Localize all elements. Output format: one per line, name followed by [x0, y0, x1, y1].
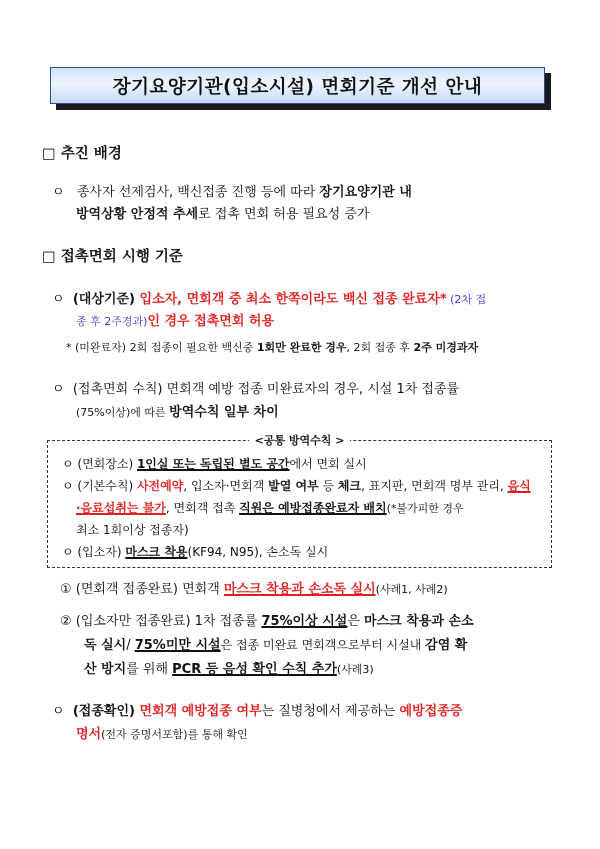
case2-bold3: 독 실시 — [84, 638, 127, 653]
bullet-text-1b: 장기요양기관 내 — [319, 185, 412, 200]
bullet-vaccination-check-line2 — [76, 723, 248, 742]
bullet-vaccination-check — [52, 700, 462, 719]
bullet-mark: ㅇ — [52, 382, 65, 397]
rule-basic-red2: 음식 — [507, 479, 531, 493]
rule-basic-mid2: 등 — [318, 479, 338, 493]
rule-basic-red: 사전예약 — [136, 479, 184, 493]
check-tail: (전자 증명서포함)를 통해 확인 — [101, 728, 248, 741]
bullet-text-2b: 방역상황 안정적 추세 — [76, 207, 199, 222]
rule-basic-line3: 최소 1회이상 접종자) — [76, 523, 189, 537]
rule-basic-bold1: 발열 여부 — [268, 479, 319, 493]
case2-tail1: 은 접종 미완료 면회객으로부터 시설내 — [220, 638, 426, 652]
rule-basic-mid4: , 면회객 접촉 — [165, 501, 240, 515]
case2-bold4: 75%미만 시설 — [134, 638, 221, 653]
case2-bold1: 75%이상 시설 — [261, 614, 348, 629]
rule-basic-bold2: 체크 — [337, 479, 362, 493]
bullet-text-1a: 종사자 선제검사, 백신접종 진행 등에 따라 — [76, 185, 320, 200]
check-mid: 는 질병청에서 제공하는 — [261, 704, 400, 719]
page-title: 장기요양기관(입소시설) 면회기준 개선 안내 — [50, 67, 545, 104]
bullet-contact-rules-line2 — [76, 401, 279, 420]
criteria-red: 입소자, 면회객 중 최소 한쪽이라도 백신 접종 완료자* — [139, 292, 447, 307]
case1-tail: (사례1, 사례2) — [375, 583, 448, 596]
rule-location-lead: ㅇ (면회장소) — [62, 457, 137, 471]
case-resident-only — [60, 610, 474, 629]
case2-mid2: / — [126, 638, 135, 653]
bullet-mark: ㅇ — [52, 704, 65, 719]
title-banner — [50, 67, 552, 113]
note-mid: , 2회 접종 후 — [346, 341, 414, 354]
note-bold1: 1회만 완료한 경우 — [256, 341, 347, 354]
case2-lead: (입소자만 접종완료) 1차 접종률 — [71, 614, 262, 629]
rule-location-tail: 에서 면회 실시 — [289, 457, 367, 471]
case2-mid1: 은 — [347, 614, 365, 629]
note-incomplete — [66, 339, 478, 355]
case1-red: 마스크 착용과 손소독 실시 — [223, 582, 376, 597]
criteria-red2: 인 경우 접촉면회 허용 — [147, 314, 275, 329]
rule-basic-lead: ㅇ (기본수칙) — [62, 479, 137, 493]
bullet-target-criteria — [52, 288, 486, 307]
check-red1: 면회객 예방접종 여부 — [139, 704, 262, 719]
note-bold2: 2주 미경과자 — [413, 341, 479, 354]
check-lead: (접종확인) — [72, 704, 140, 719]
criteria-blue1: (2차 접 — [446, 293, 487, 306]
rule-basic — [62, 477, 531, 494]
rule-basic-red3: ·음료섭취는 불가 — [76, 501, 166, 515]
criteria-lead: (대상기준) — [72, 292, 140, 307]
common-rules-box — [47, 434, 552, 568]
bullet-background — [52, 181, 412, 200]
rule-basic-bold3: 직원은 예방접종완료자 배치 — [239, 501, 387, 515]
rules-line1: (접촉면회 수칙) 면회객 예방 접종 미완료자의 경우, 시설 1차 접종률 — [72, 382, 460, 397]
case2-mid3: 를 위해 — [126, 662, 173, 677]
check-red2: 예방접종증 — [399, 704, 463, 719]
bullet-mark: ㅇ — [52, 292, 65, 307]
section-heading-criteria: □ 접촉면회 시행 기준 — [42, 249, 183, 265]
bullet-target-criteria-line2 — [76, 310, 274, 329]
note-lead: * (미완료자) 2회 접종이 필요한 백신중 — [66, 341, 257, 354]
common-rules-title: <공통 방역수칙 > — [249, 432, 351, 448]
rule-location — [62, 455, 367, 472]
rule-basic-mid1: , 입소자·면회객 — [183, 479, 269, 493]
case2-bold6: 산 방지 — [84, 662, 127, 677]
rule-location-bold: 1인실 또는 독립된 별도 공간 — [136, 457, 290, 471]
case-resident-only-line2 — [84, 634, 467, 653]
case2-bold2: 마스크 착용과 손소 — [364, 614, 474, 629]
rule-resident-lead: ㅇ (입소자) — [62, 545, 126, 559]
bullet-text-2c: 로 접촉 면회 허용 필요성 증가 — [198, 207, 370, 222]
case-resident-only-line3 — [84, 658, 374, 677]
rule-resident — [62, 543, 328, 560]
case1-lead: (면회객 접종완료) 면회객 — [71, 582, 224, 597]
case2-bold5: 감염 확 — [425, 638, 468, 653]
case-mark-2: ② — [60, 614, 72, 629]
rule-basic-mid3: , 표지판, 면회객 명부 관리, — [361, 479, 508, 493]
case-mark-1: ① — [60, 582, 72, 597]
rule-basic-line2 — [76, 499, 464, 516]
check-red3: 명서 — [76, 727, 102, 742]
rule-resident-tail: (KF94, N95), 손소독 실시 — [187, 545, 329, 559]
bullet-background-line2 — [76, 203, 369, 222]
case2-bold7: PCR 등 음성 확인 수칙 추가 — [172, 662, 337, 677]
criteria-blue2: 종 후 2주경과) — [76, 315, 148, 328]
bullet-contact-rules — [52, 378, 459, 397]
rules-line2b: 방역수칙 일부 차이 — [169, 405, 279, 420]
rule-resident-bold: 마스크 착용 — [125, 545, 188, 559]
case2-tail2: (사례3) — [336, 663, 374, 676]
rules-line2a: (75%이상)에 따른 — [76, 406, 170, 419]
bullet-mark: ㅇ — [52, 185, 65, 200]
section-heading-background: □ 추진 배경 — [42, 146, 122, 162]
case-visitor-vaccinated — [60, 578, 448, 597]
rule-basic-tail: (*불가피한 경우 — [386, 502, 464, 515]
